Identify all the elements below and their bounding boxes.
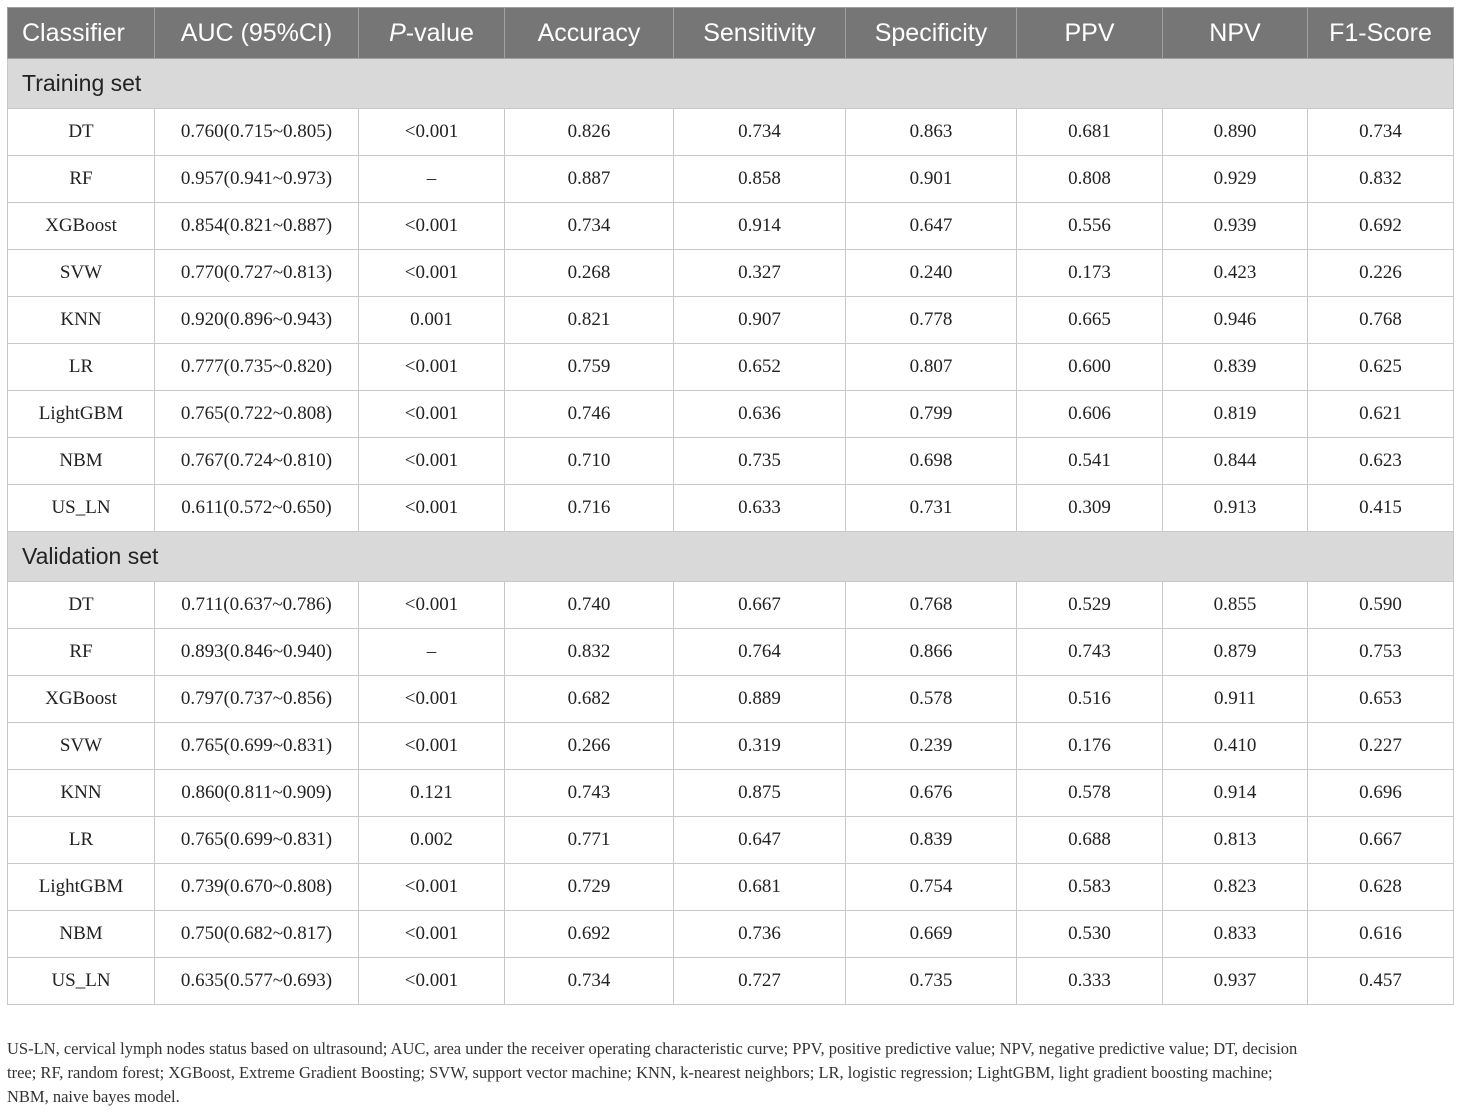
cell-npv: 0.839: [1163, 344, 1308, 391]
cell-classifier: LightGBM: [8, 391, 155, 438]
table-row: [8, 958, 1454, 1005]
cell-f1-score: 0.623: [1308, 438, 1454, 485]
cell-auc: 0.957(0.941~0.973): [155, 156, 359, 203]
cell-p-value: <0.001: [359, 582, 505, 629]
cell-npv: 0.844: [1163, 438, 1308, 485]
col-header-ppv: PPV: [1017, 8, 1163, 59]
cell-sensitivity: 0.652: [674, 344, 846, 391]
col-header-npv: NPV: [1163, 8, 1308, 59]
header-row: [8, 8, 1454, 59]
cell-npv: 0.819: [1163, 391, 1308, 438]
cell-sensitivity: 0.875: [674, 770, 846, 817]
cell-accuracy: 0.268: [505, 250, 674, 297]
cell-f1-score: 0.734: [1308, 109, 1454, 156]
cell-accuracy: 0.682: [505, 676, 674, 723]
cell-classifier: LR: [8, 344, 155, 391]
cell-f1-score: 0.227: [1308, 723, 1454, 770]
cell-classifier: RF: [8, 156, 155, 203]
cell-sensitivity: 0.734: [674, 109, 846, 156]
cell-p-value: <0.001: [359, 485, 505, 532]
cell-sensitivity: 0.735: [674, 438, 846, 485]
col-header-classifier: Classifier: [8, 8, 155, 59]
cell-auc: 0.765(0.699~0.831): [155, 723, 359, 770]
cell-f1-score: 0.667: [1308, 817, 1454, 864]
table-row: [8, 391, 1454, 438]
cell-auc: 0.635(0.577~0.693): [155, 958, 359, 1005]
table-row: [8, 676, 1454, 723]
cell-npv: 0.946: [1163, 297, 1308, 344]
cell-sensitivity: 0.727: [674, 958, 846, 1005]
cell-ppv: 0.688: [1017, 817, 1163, 864]
cell-p-value: 0.121: [359, 770, 505, 817]
col-header-specificity: Specificity: [846, 8, 1017, 59]
cell-npv: 0.855: [1163, 582, 1308, 629]
cell-p-value: <0.001: [359, 958, 505, 1005]
cell-classifier: RF: [8, 629, 155, 676]
cell-p-value: 0.001: [359, 297, 505, 344]
cell-specificity: 0.778: [846, 297, 1017, 344]
table-row: [8, 297, 1454, 344]
section-row: [8, 59, 1454, 109]
cell-ppv: 0.516: [1017, 676, 1163, 723]
cell-npv: 0.911: [1163, 676, 1308, 723]
cell-npv: 0.833: [1163, 911, 1308, 958]
cell-accuracy: 0.821: [505, 297, 674, 344]
cell-classifier: LightGBM: [8, 864, 155, 911]
cell-auc: 0.797(0.737~0.856): [155, 676, 359, 723]
col-header-accuracy: Accuracy: [505, 8, 674, 59]
cell-classifier: US_LN: [8, 958, 155, 1005]
cell-specificity: 0.240: [846, 250, 1017, 297]
cell-accuracy: 0.746: [505, 391, 674, 438]
table-row: [8, 629, 1454, 676]
cell-specificity: 0.578: [846, 676, 1017, 723]
cell-accuracy: 0.729: [505, 864, 674, 911]
cell-npv: 0.939: [1163, 203, 1308, 250]
table-row: [8, 485, 1454, 532]
cell-auc: 0.765(0.699~0.831): [155, 817, 359, 864]
cell-p-value: <0.001: [359, 391, 505, 438]
cell-accuracy: 0.692: [505, 911, 674, 958]
cell-classifier: DT: [8, 582, 155, 629]
section-title: Training set: [8, 59, 1454, 109]
cell-sensitivity: 0.633: [674, 485, 846, 532]
cell-accuracy: 0.710: [505, 438, 674, 485]
cell-auc: 0.765(0.722~0.808): [155, 391, 359, 438]
p-value-suffix: -value: [405, 18, 474, 47]
cell-npv: 0.913: [1163, 485, 1308, 532]
table-row: [8, 911, 1454, 958]
cell-classifier: SVW: [8, 250, 155, 297]
cell-classifier: SVW: [8, 723, 155, 770]
cell-p-value: <0.001: [359, 864, 505, 911]
cell-npv: 0.423: [1163, 250, 1308, 297]
table-row: [8, 582, 1454, 629]
cell-accuracy: 0.734: [505, 958, 674, 1005]
cell-npv: 0.813: [1163, 817, 1308, 864]
cell-npv: 0.929: [1163, 156, 1308, 203]
cell-sensitivity: 0.647: [674, 817, 846, 864]
cell-f1-score: 0.753: [1308, 629, 1454, 676]
table-body: [8, 59, 1454, 1005]
cell-specificity: 0.799: [846, 391, 1017, 438]
table-row: [8, 344, 1454, 391]
cell-specificity: 0.647: [846, 203, 1017, 250]
cell-classifier: NBM: [8, 911, 155, 958]
cell-accuracy: 0.740: [505, 582, 674, 629]
table-row: [8, 723, 1454, 770]
cell-sensitivity: 0.667: [674, 582, 846, 629]
cell-ppv: 0.606: [1017, 391, 1163, 438]
results-table: [7, 7, 1454, 1005]
cell-sensitivity: 0.858: [674, 156, 846, 203]
section-title: Validation set: [8, 532, 1454, 582]
cell-ppv: 0.556: [1017, 203, 1163, 250]
cell-specificity: 0.866: [846, 629, 1017, 676]
cell-npv: 0.823: [1163, 864, 1308, 911]
cell-accuracy: 0.716: [505, 485, 674, 532]
cell-f1-score: 0.832: [1308, 156, 1454, 203]
cell-auc: 0.893(0.846~0.940): [155, 629, 359, 676]
cell-f1-score: 0.628: [1308, 864, 1454, 911]
cell-sensitivity: 0.319: [674, 723, 846, 770]
cell-npv: 0.879: [1163, 629, 1308, 676]
cell-p-value: <0.001: [359, 344, 505, 391]
cell-auc: 0.611(0.572~0.650): [155, 485, 359, 532]
cell-specificity: 0.676: [846, 770, 1017, 817]
cell-auc: 0.854(0.821~0.887): [155, 203, 359, 250]
cell-p-value: <0.001: [359, 676, 505, 723]
cell-npv: 0.914: [1163, 770, 1308, 817]
cell-auc: 0.767(0.724~0.810): [155, 438, 359, 485]
cell-specificity: 0.731: [846, 485, 1017, 532]
cell-f1-score: 0.696: [1308, 770, 1454, 817]
cell-accuracy: 0.887: [505, 156, 674, 203]
cell-accuracy: 0.266: [505, 723, 674, 770]
footnote-line-2: tree; RF, random forest; XGBoost, Extreme Gradient Boosting; SVW, support vector machine; KNN, k-nearest neighbors; LR, logistic regression; LightGBM, light gradient boosting machine;: [7, 1063, 1273, 1082]
cell-npv: 0.937: [1163, 958, 1308, 1005]
cell-sensitivity: 0.764: [674, 629, 846, 676]
cell-f1-score: 0.457: [1308, 958, 1454, 1005]
table-footnote: [7, 1037, 1453, 1109]
table-row: [8, 156, 1454, 203]
cell-classifier: KNN: [8, 770, 155, 817]
cell-accuracy: 0.832: [505, 629, 674, 676]
cell-ppv: 0.578: [1017, 770, 1163, 817]
table-row: [8, 864, 1454, 911]
cell-specificity: 0.863: [846, 109, 1017, 156]
cell-f1-score: 0.653: [1308, 676, 1454, 723]
cell-f1-score: 0.415: [1308, 485, 1454, 532]
cell-ppv: 0.681: [1017, 109, 1163, 156]
cell-specificity: 0.807: [846, 344, 1017, 391]
cell-auc: 0.739(0.670~0.808): [155, 864, 359, 911]
cell-auc: 0.920(0.896~0.943): [155, 297, 359, 344]
cell-accuracy: 0.734: [505, 203, 674, 250]
cell-f1-score: 0.768: [1308, 297, 1454, 344]
table-row: [8, 817, 1454, 864]
cell-specificity: 0.768: [846, 582, 1017, 629]
cell-accuracy: 0.759: [505, 344, 674, 391]
footnote-line-1: US-LN, cervical lymph nodes status based on ultrasound; AUC, area under the receiver operating characteristic curve; PPV, positive predictive value; NPV, negative predictive value; DT, decision: [7, 1039, 1298, 1058]
cell-ppv: 0.808: [1017, 156, 1163, 203]
footnote-line-3: NBM, naive bayes model.: [7, 1087, 180, 1106]
table-row: [8, 250, 1454, 297]
section-row: [8, 532, 1454, 582]
cell-classifier: US_LN: [8, 485, 155, 532]
cell-f1-score: 0.226: [1308, 250, 1454, 297]
cell-ppv: 0.530: [1017, 911, 1163, 958]
cell-p-value: <0.001: [359, 250, 505, 297]
cell-accuracy: 0.826: [505, 109, 674, 156]
cell-ppv: 0.600: [1017, 344, 1163, 391]
cell-specificity: 0.669: [846, 911, 1017, 958]
cell-ppv: 0.529: [1017, 582, 1163, 629]
cell-npv: 0.890: [1163, 109, 1308, 156]
cell-ppv: 0.665: [1017, 297, 1163, 344]
cell-specificity: 0.754: [846, 864, 1017, 911]
cell-accuracy: 0.743: [505, 770, 674, 817]
cell-sensitivity: 0.889: [674, 676, 846, 723]
cell-ppv: 0.583: [1017, 864, 1163, 911]
cell-auc: 0.777(0.735~0.820): [155, 344, 359, 391]
cell-specificity: 0.901: [846, 156, 1017, 203]
col-header-sensitivity: Sensitivity: [674, 8, 846, 59]
cell-f1-score: 0.625: [1308, 344, 1454, 391]
p-italic: P: [389, 18, 406, 47]
cell-p-value: <0.001: [359, 203, 505, 250]
cell-specificity: 0.698: [846, 438, 1017, 485]
cell-sensitivity: 0.636: [674, 391, 846, 438]
cell-p-value: –: [359, 629, 505, 676]
cell-specificity: 0.735: [846, 958, 1017, 1005]
cell-ppv: 0.309: [1017, 485, 1163, 532]
cell-auc: 0.760(0.715~0.805): [155, 109, 359, 156]
table-row: [8, 109, 1454, 156]
cell-accuracy: 0.771: [505, 817, 674, 864]
cell-p-value: 0.002: [359, 817, 505, 864]
cell-f1-score: 0.692: [1308, 203, 1454, 250]
col-header-auc: AUC (95%CI): [155, 8, 359, 59]
cell-specificity: 0.839: [846, 817, 1017, 864]
cell-specificity: 0.239: [846, 723, 1017, 770]
cell-p-value: <0.001: [359, 438, 505, 485]
table-row: [8, 438, 1454, 485]
cell-classifier: NBM: [8, 438, 155, 485]
cell-auc: 0.770(0.727~0.813): [155, 250, 359, 297]
col-header-p-value: [359, 8, 505, 59]
cell-ppv: 0.333: [1017, 958, 1163, 1005]
table-row: [8, 203, 1454, 250]
cell-sensitivity: 0.681: [674, 864, 846, 911]
cell-auc: 0.750(0.682~0.817): [155, 911, 359, 958]
cell-f1-score: 0.590: [1308, 582, 1454, 629]
cell-p-value: –: [359, 156, 505, 203]
cell-sensitivity: 0.907: [674, 297, 846, 344]
col-header-f1-score: F1-Score: [1308, 8, 1454, 59]
cell-sensitivity: 0.914: [674, 203, 846, 250]
cell-classifier: DT: [8, 109, 155, 156]
cell-ppv: 0.541: [1017, 438, 1163, 485]
cell-p-value: <0.001: [359, 723, 505, 770]
cell-p-value: <0.001: [359, 911, 505, 958]
cell-f1-score: 0.621: [1308, 391, 1454, 438]
table-row: [8, 770, 1454, 817]
cell-sensitivity: 0.327: [674, 250, 846, 297]
cell-classifier: KNN: [8, 297, 155, 344]
cell-auc: 0.860(0.811~0.909): [155, 770, 359, 817]
cell-classifier: XGBoost: [8, 676, 155, 723]
cell-auc: 0.711(0.637~0.786): [155, 582, 359, 629]
cell-npv: 0.410: [1163, 723, 1308, 770]
cell-p-value: <0.001: [359, 109, 505, 156]
cell-f1-score: 0.616: [1308, 911, 1454, 958]
cell-sensitivity: 0.736: [674, 911, 846, 958]
cell-classifier: LR: [8, 817, 155, 864]
cell-ppv: 0.176: [1017, 723, 1163, 770]
cell-ppv: 0.173: [1017, 250, 1163, 297]
cell-classifier: XGBoost: [8, 203, 155, 250]
cell-ppv: 0.743: [1017, 629, 1163, 676]
